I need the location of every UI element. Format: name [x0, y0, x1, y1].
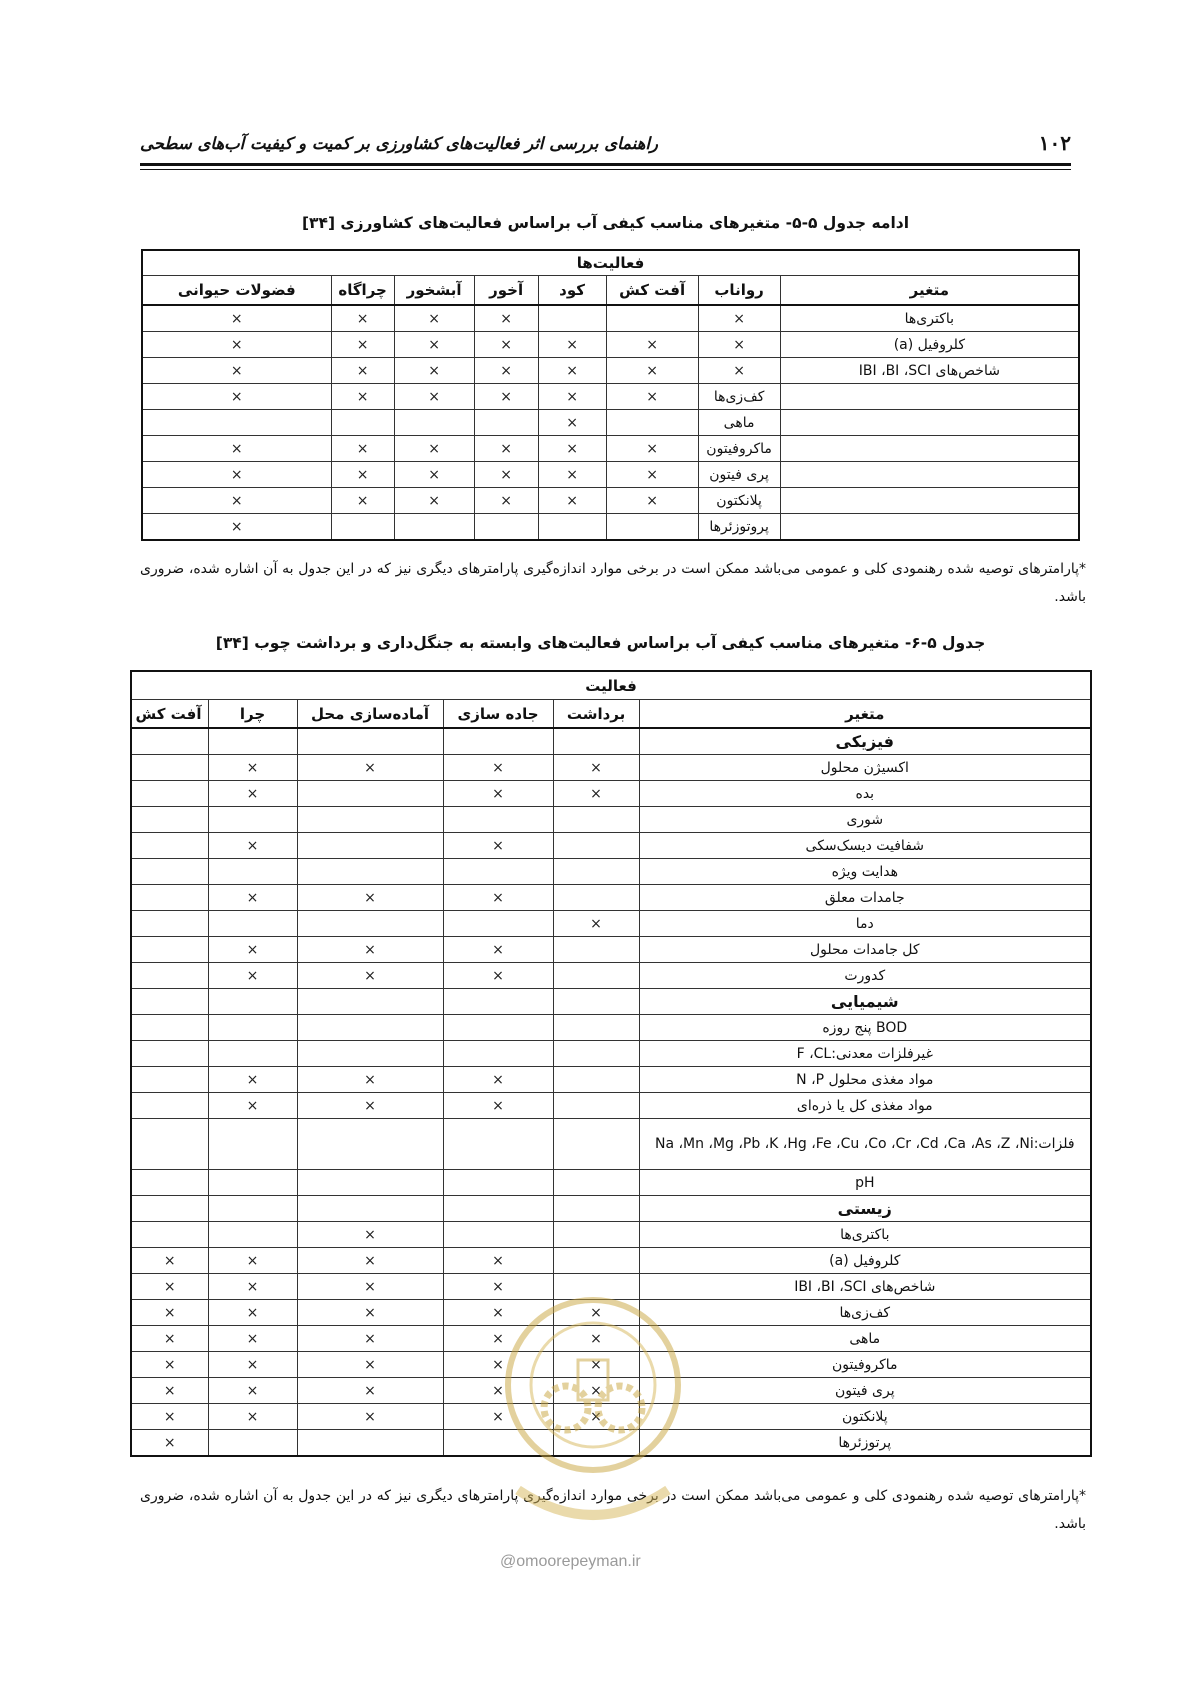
empty-cell: [443, 807, 553, 833]
variable-cell: کلروفیل (a): [780, 332, 1079, 358]
empty-cell: [553, 1196, 639, 1222]
running-title: راهنمای بررسی اثر فعالیت‌های کشاورزی بر کمیت و کیفیت آب‌های سطحی: [140, 133, 658, 153]
variable-cell: شاخص‌های IBI ،BI ،SCI: [780, 358, 1079, 384]
check-mark: ×: [394, 436, 474, 462]
empty-cell: [606, 305, 698, 332]
table1-note: *پارامترهای توصیه شده رهنمودی کلی و عمومی می‌باشد ممکن است در برخی موارد اندازه‌گیری پارامترهای دیگری نیز که در این جدول به آن اشاره شده، ضروری باشد.: [140, 561, 1086, 605]
check-mark: ×: [297, 1067, 443, 1093]
check-mark: ×: [208, 1300, 297, 1326]
empty-cell: [394, 514, 474, 541]
check-mark: ×: [331, 332, 394, 358]
variable-cell: شفافیت دیسک‌سکی: [639, 833, 1091, 859]
empty-cell: [553, 963, 639, 989]
empty-cell: [131, 963, 208, 989]
check-mark: ×: [131, 1404, 208, 1430]
check-mark: ×: [208, 1352, 297, 1378]
variable-cell: BOD پنج روزه: [639, 1015, 1091, 1041]
table2-caption: جدول ۵-۶- متغیرهای مناسب کیفی آب براساس فعالیت‌های وابسته به جنگل‌داری و برداشت چوب [۳۴]: [215, 634, 986, 652]
empty-cell: [553, 1041, 639, 1067]
table-row: [142, 436, 1079, 462]
check-mark: ×: [208, 1248, 297, 1274]
variable-cell: مواد مغذی کل یا ذره‌ای: [639, 1093, 1091, 1119]
check-mark: ×: [142, 462, 331, 488]
variable-cell: پروتوزئرها: [698, 514, 780, 541]
check-mark: ×: [443, 755, 553, 781]
variable-cell: جامدات معلق: [639, 885, 1091, 911]
check-mark: ×: [331, 488, 394, 514]
table2-activities-header: فعالیت: [131, 671, 1091, 700]
check-mark: ×: [131, 1326, 208, 1352]
table2-column-headers: [131, 700, 1091, 729]
check-mark: ×: [297, 937, 443, 963]
check-mark: ×: [142, 305, 331, 332]
empty-cell: [208, 859, 297, 885]
empty-cell: [208, 1196, 297, 1222]
variable-cell: کدورت: [639, 963, 1091, 989]
check-mark: ×: [553, 1404, 639, 1430]
check-mark: ×: [297, 1222, 443, 1248]
empty-cell: [131, 807, 208, 833]
group-heading: شیمیایی: [639, 989, 1091, 1015]
check-mark: ×: [443, 833, 553, 859]
check-mark: ×: [538, 462, 606, 488]
check-mark: ×: [297, 1378, 443, 1404]
variable-cell: pH: [639, 1170, 1091, 1196]
check-mark: ×: [443, 937, 553, 963]
empty-cell: [443, 1196, 553, 1222]
check-mark: ×: [131, 1274, 208, 1300]
empty-cell: [553, 1119, 639, 1170]
check-mark: ×: [443, 1248, 553, 1274]
variable-cell: کف‌زی‌ها: [639, 1300, 1091, 1326]
check-mark: ×: [443, 1093, 553, 1119]
table1-column-header: چراگاه: [331, 276, 394, 306]
table-row: [131, 937, 1091, 963]
table-row: [131, 1067, 1091, 1093]
check-mark: ×: [208, 885, 297, 911]
empty-cell: [443, 1170, 553, 1196]
check-mark: ×: [553, 1326, 639, 1352]
variable-cell: پری فیتون: [639, 1378, 1091, 1404]
table1-column-header: رواناب: [698, 276, 780, 306]
check-mark: ×: [474, 462, 538, 488]
table1-column-header: آبشخور: [394, 276, 474, 306]
check-mark: ×: [208, 1274, 297, 1300]
empty-cell: [394, 410, 474, 436]
variable-cell: بده: [639, 781, 1091, 807]
table-row: [131, 885, 1091, 911]
check-mark: ×: [297, 1093, 443, 1119]
check-mark: ×: [331, 384, 394, 410]
check-mark: ×: [142, 332, 331, 358]
empty-cell: [553, 1015, 639, 1041]
table2-column-header: جاده سازی: [443, 700, 553, 729]
empty-cell: [553, 1222, 639, 1248]
variable-cell: [780, 410, 1079, 436]
check-mark: ×: [553, 781, 639, 807]
table1-column-header: آخور: [474, 276, 538, 306]
check-mark: ×: [606, 332, 698, 358]
empty-cell: [297, 728, 443, 755]
table-row: [142, 410, 1079, 436]
check-mark: ×: [394, 358, 474, 384]
check-mark: ×: [297, 1274, 443, 1300]
check-mark: ×: [553, 755, 639, 781]
check-mark: ×: [606, 358, 698, 384]
check-mark: ×: [394, 462, 474, 488]
table1-column-header: کود: [538, 276, 606, 306]
check-mark: ×: [553, 1352, 639, 1378]
empty-cell: [443, 1119, 553, 1170]
table-row: [142, 358, 1079, 384]
check-mark: ×: [443, 1378, 553, 1404]
check-mark: ×: [443, 781, 553, 807]
check-mark: ×: [131, 1248, 208, 1274]
check-mark: ×: [474, 332, 538, 358]
empty-cell: [131, 859, 208, 885]
empty-cell: [443, 1222, 553, 1248]
check-mark: ×: [142, 358, 331, 384]
empty-cell: [553, 937, 639, 963]
check-mark: ×: [538, 358, 606, 384]
check-mark: ×: [474, 358, 538, 384]
empty-cell: [131, 885, 208, 911]
check-mark: ×: [142, 384, 331, 410]
empty-cell: [131, 989, 208, 1015]
empty-cell: [297, 859, 443, 885]
check-mark: ×: [394, 305, 474, 332]
table-row: [131, 781, 1091, 807]
table1-column-header: فضولات حیوانی: [142, 276, 331, 306]
check-mark: ×: [142, 514, 331, 541]
table-row: [131, 859, 1091, 885]
check-mark: ×: [331, 436, 394, 462]
check-mark: ×: [443, 1300, 553, 1326]
check-mark: ×: [297, 1326, 443, 1352]
table2-note: *پارامترهای توصیه شده رهنمودی کلی و عمومی می‌باشد ممکن است در برخی موارد اندازه‌گیری پارامترهای دیگری نیز که در این جدول به آن اشاره شده، ضروری باشد.: [140, 1488, 1086, 1532]
check-mark: ×: [553, 1300, 639, 1326]
check-mark: ×: [394, 384, 474, 410]
variable-cell: ماکروفیتون: [698, 436, 780, 462]
empty-cell: [553, 1248, 639, 1274]
empty-cell: [208, 728, 297, 755]
empty-cell: [553, 885, 639, 911]
empty-cell: [208, 911, 297, 937]
check-mark: ×: [208, 963, 297, 989]
table-row: [142, 462, 1079, 488]
variable-cell: شوری: [639, 807, 1091, 833]
check-mark: ×: [208, 1067, 297, 1093]
page-number: ۱۰۲: [1038, 131, 1071, 155]
group-row: [131, 1196, 1091, 1222]
table-row: [131, 1015, 1091, 1041]
check-mark: ×: [698, 358, 780, 384]
variable-cell: فلزات:Na ،Mn ،Mg ،Pb ،K ،Hg ،Fe ،Cu ،Co ،Cr ،Cd ،Ca ،As ،Z ،Ni: [639, 1119, 1091, 1170]
variable-cell: پرتوزئرها: [639, 1430, 1091, 1457]
table2-column-header: برداشت: [553, 700, 639, 729]
empty-cell: [208, 1430, 297, 1457]
check-mark: ×: [297, 1300, 443, 1326]
empty-cell: [553, 989, 639, 1015]
empty-cell: [131, 1222, 208, 1248]
table2-variable-header: متغیر: [639, 700, 1091, 729]
group-heading: فیزیکی: [639, 728, 1091, 755]
page-header: [140, 128, 1071, 158]
empty-cell: [208, 1015, 297, 1041]
check-mark: ×: [208, 937, 297, 963]
variable-cell: هدایت ویژه: [639, 859, 1091, 885]
empty-cell: [474, 410, 538, 436]
empty-cell: [297, 833, 443, 859]
check-mark: ×: [142, 488, 331, 514]
check-mark: ×: [538, 410, 606, 436]
empty-cell: [297, 911, 443, 937]
check-mark: ×: [474, 384, 538, 410]
check-mark: ×: [297, 1404, 443, 1430]
empty-cell: [553, 859, 639, 885]
empty-cell: [208, 989, 297, 1015]
check-mark: ×: [297, 1352, 443, 1378]
empty-cell: [297, 1170, 443, 1196]
check-mark: ×: [538, 332, 606, 358]
table-row: [142, 514, 1079, 541]
variable-cell: [780, 436, 1079, 462]
check-mark: ×: [394, 488, 474, 514]
check-mark: ×: [443, 885, 553, 911]
table-row: [131, 833, 1091, 859]
empty-cell: [131, 1015, 208, 1041]
empty-cell: [131, 1170, 208, 1196]
table2-column-header: چرا: [208, 700, 297, 729]
check-mark: ×: [297, 963, 443, 989]
empty-cell: [553, 1093, 639, 1119]
check-mark: ×: [553, 1378, 639, 1404]
empty-cell: [208, 1041, 297, 1067]
check-mark: ×: [606, 436, 698, 462]
variable-cell: دما: [639, 911, 1091, 937]
empty-cell: [331, 514, 394, 541]
check-mark: ×: [131, 1352, 208, 1378]
empty-cell: [131, 1093, 208, 1119]
table-row: [131, 1248, 1091, 1274]
header-rule-thick: [140, 163, 1071, 166]
check-mark: ×: [394, 332, 474, 358]
empty-cell: [208, 1222, 297, 1248]
check-mark: ×: [208, 1093, 297, 1119]
check-mark: ×: [443, 1352, 553, 1378]
table-row: [131, 1170, 1091, 1196]
table1-column-header: آفت کش: [606, 276, 698, 306]
check-mark: ×: [208, 755, 297, 781]
check-mark: ×: [553, 911, 639, 937]
variable-cell: اکسیژن محلول: [639, 755, 1091, 781]
variable-cell: کل جامدات محلول: [639, 937, 1091, 963]
variable-cell: غیرفلزات معدنی:F ،CL: [639, 1041, 1091, 1067]
group-row: [131, 989, 1091, 1015]
variable-cell: [780, 488, 1079, 514]
check-mark: ×: [606, 384, 698, 410]
empty-cell: [443, 1041, 553, 1067]
check-mark: ×: [474, 305, 538, 332]
empty-cell: [142, 410, 331, 436]
variable-cell: [780, 462, 1079, 488]
group-heading: زیستی: [639, 1196, 1091, 1222]
empty-cell: [297, 1119, 443, 1170]
check-mark: ×: [443, 1274, 553, 1300]
check-mark: ×: [142, 436, 331, 462]
empty-cell: [208, 1119, 297, 1170]
empty-cell: [297, 1430, 443, 1457]
empty-cell: [538, 305, 606, 332]
empty-cell: [474, 514, 538, 541]
table-row: [131, 1093, 1091, 1119]
variable-cell: باکتری‌ها: [639, 1222, 1091, 1248]
check-mark: ×: [538, 488, 606, 514]
empty-cell: [131, 937, 208, 963]
table1-body: [142, 305, 1079, 540]
empty-cell: [297, 781, 443, 807]
empty-cell: [131, 1119, 208, 1170]
empty-cell: [553, 1067, 639, 1093]
check-mark: ×: [538, 384, 606, 410]
empty-cell: [297, 1015, 443, 1041]
watermark-seal-icon: [498, 1290, 688, 1540]
table-row: [142, 305, 1079, 332]
table2-column-header: آماده‌سازی محل: [297, 700, 443, 729]
empty-cell: [131, 728, 208, 755]
table-row: [131, 1041, 1091, 1067]
check-mark: ×: [297, 885, 443, 911]
check-mark: ×: [131, 1300, 208, 1326]
check-mark: ×: [297, 1248, 443, 1274]
table-row: [131, 963, 1091, 989]
check-mark: ×: [443, 963, 553, 989]
check-mark: ×: [538, 436, 606, 462]
empty-cell: [131, 1041, 208, 1067]
check-mark: ×: [131, 1430, 208, 1457]
check-mark: ×: [443, 1067, 553, 1093]
check-mark: ×: [474, 436, 538, 462]
check-mark: ×: [606, 488, 698, 514]
empty-cell: [297, 1196, 443, 1222]
empty-cell: [131, 755, 208, 781]
empty-cell: [553, 728, 639, 755]
check-mark: ×: [208, 833, 297, 859]
table-row: [142, 384, 1079, 410]
empty-cell: [208, 1170, 297, 1196]
variable-cell: شاخص‌های IBI ،BI ،SCI: [639, 1274, 1091, 1300]
table1-variable-header: متغیر: [780, 276, 1079, 306]
table-row: [142, 332, 1079, 358]
table1-activities-header: فعالیت‌ها: [142, 250, 1079, 276]
variable-cell: پلانکتون: [698, 488, 780, 514]
check-mark: ×: [331, 462, 394, 488]
empty-cell: [131, 781, 208, 807]
check-mark: ×: [698, 332, 780, 358]
variable-cell: کلروفیل (a): [639, 1248, 1091, 1274]
empty-cell: [131, 833, 208, 859]
empty-cell: [131, 1196, 208, 1222]
variable-cell: باکتری‌ها: [780, 305, 1079, 332]
empty-cell: [131, 911, 208, 937]
check-mark: ×: [331, 358, 394, 384]
variable-cell: پلانکتون: [639, 1404, 1091, 1430]
variable-cell: پری فیتون: [698, 462, 780, 488]
empty-cell: [538, 514, 606, 541]
variable-cell: کف‌زی‌ها: [698, 384, 780, 410]
empty-cell: [208, 807, 297, 833]
empty-cell: [553, 833, 639, 859]
check-mark: ×: [698, 305, 780, 332]
check-mark: ×: [331, 305, 394, 332]
table-row: [131, 755, 1091, 781]
check-mark: ×: [208, 1326, 297, 1352]
empty-cell: [443, 911, 553, 937]
table-row: [131, 1119, 1091, 1170]
table2-column-header: آفت کش: [131, 700, 208, 729]
check-mark: ×: [297, 755, 443, 781]
variable-cell: ماهی: [698, 410, 780, 436]
table1-column-headers: [142, 276, 1079, 306]
variable-cell: ماهی: [639, 1326, 1091, 1352]
table1-caption: ادامه جدول ۵-۵- متغیرهای مناسب کیفی آب براساس فعالیت‌های کشاورزی [۳۴]: [301, 214, 910, 232]
empty-cell: [553, 1170, 639, 1196]
variable-cell: [780, 384, 1079, 410]
check-mark: ×: [208, 1378, 297, 1404]
empty-cell: [606, 410, 698, 436]
group-row: [131, 728, 1091, 755]
check-mark: ×: [474, 488, 538, 514]
empty-cell: [297, 989, 443, 1015]
empty-cell: [443, 989, 553, 1015]
check-mark: ×: [208, 1404, 297, 1430]
empty-cell: [443, 728, 553, 755]
check-mark: ×: [443, 1326, 553, 1352]
empty-cell: [606, 514, 698, 541]
watermark-url: @omoorepeyman.ir: [500, 1553, 641, 1570]
table-row: [131, 911, 1091, 937]
header-rule-thin: [140, 169, 1071, 170]
check-mark: ×: [443, 1404, 553, 1430]
table-row: [131, 807, 1091, 833]
table-row: [142, 488, 1079, 514]
check-mark: ×: [606, 462, 698, 488]
table-row: [131, 1222, 1091, 1248]
empty-cell: [331, 410, 394, 436]
agri-activities-table: [141, 249, 1080, 541]
variable-cell: مواد مغذی محلول N ،P: [639, 1067, 1091, 1093]
variable-cell: ماکروفیتون: [639, 1352, 1091, 1378]
empty-cell: [553, 807, 639, 833]
empty-cell: [443, 1015, 553, 1041]
empty-cell: [131, 1067, 208, 1093]
check-mark: ×: [131, 1378, 208, 1404]
variable-cell: [780, 514, 1079, 541]
empty-cell: [297, 1041, 443, 1067]
empty-cell: [297, 807, 443, 833]
check-mark: ×: [208, 781, 297, 807]
empty-cell: [443, 859, 553, 885]
